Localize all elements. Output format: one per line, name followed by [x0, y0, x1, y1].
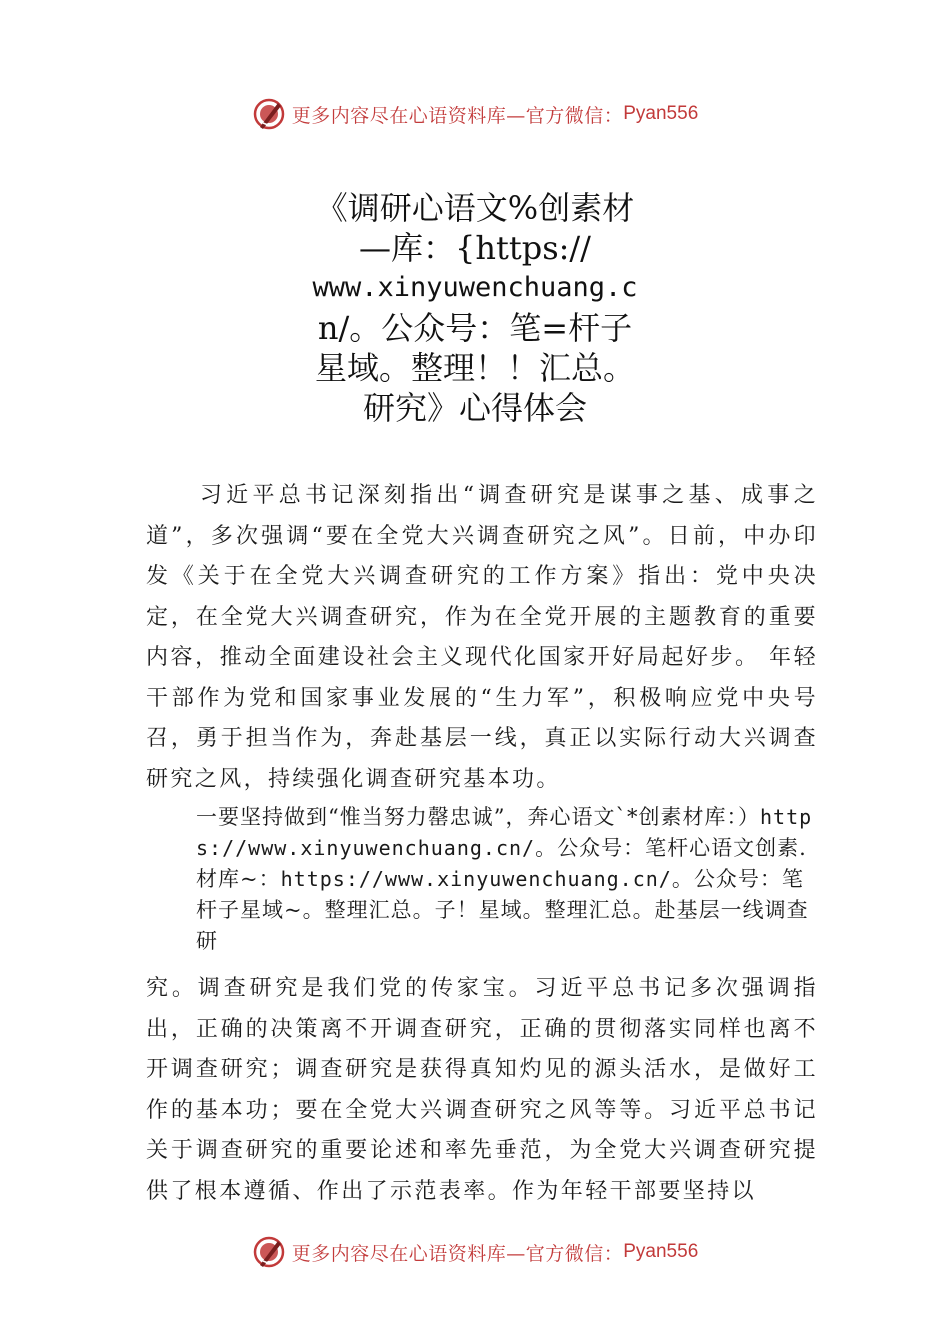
- banner-text: 更多内容尽在心语资料库—官方微信：: [291, 104, 624, 127]
- quill-seal-icon: [252, 97, 286, 131]
- paragraph-1: [146, 476, 818, 800]
- banner-text: 更多内容尽在心语资料库—官方微信：: [291, 1242, 624, 1265]
- footer-banner: [0, 1232, 950, 1272]
- header-banner: [0, 94, 950, 134]
- document-title: [280, 188, 670, 428]
- paragraph-2-url-2: https://www.xinyuwenchuang.cn/: [280, 867, 672, 891]
- paragraph-2-part-b: 。公众号：笔杆心语文创素.材库~：: [196, 836, 807, 891]
- banner-wechat-id: Pyan556: [623, 103, 699, 124]
- paragraph-2: [196, 802, 818, 957]
- title-line-1: 《调研心语文%创素材: [315, 189, 635, 227]
- title-line-5: 星域。整理！！汇总。: [314, 349, 635, 387]
- paragraph-3-text: 究。调查研究是我们党的传家宝。习近平总书记多次强调指出，正确的决策离不开调查研究，正确的贯彻落实同样也离不开调查研究；调查研究是获得真知灼见的源头活水，是做好工作的基本功；要在全党大兴调查研究之风等等。习近平总书记关于调查研究的重要论述和率先垂范，为全党大兴调查研究提供了根本遵循、作出了示范表率。作为年轻干部要坚持以: [146, 976, 818, 1204]
- paragraph-1-text: 习近平总书记深刻指出“调查研究是谋事之基、成事之道”，多次强调“要在全党大兴调查研究之风”。日前，中办印发《关于在全党大兴调查研究的工作方案》指出：党中央决定，在全党大兴调查研究，作为在全党开展的主题教育的重要内容，推动全面建设社会主义现代化国家开好局起好步。 年轻干部作为党和国家事业发展的“生力军”，积极响应党中央号召，勇于担当作为，奔赴基层一线，真正以实际行动大兴调查研究之风，持续强化调查研究基本功。: [146, 483, 818, 792]
- paragraph-2-url-1: https://www.xinyuwenchuang.cn/: [196, 805, 813, 860]
- title-line-4: n/。公众号：笔=杆子: [317, 309, 633, 347]
- paragraph-3: [146, 969, 818, 1212]
- title-line-3: www.xinyuwenchuang.c: [312, 272, 638, 303]
- banner-wechat-id: Pyan556: [623, 1241, 699, 1262]
- paragraph-2-part-a: 一要坚持做到“惟当努力罄忠诚”，奔心语文`*创素材库：）: [196, 805, 760, 829]
- title-line-6: 研究》心得体会: [362, 389, 587, 427]
- title-line-2: —库：{https://: [359, 229, 591, 267]
- quill-seal-icon: [252, 1235, 286, 1269]
- paragraph-2-part-c: 。公众号：笔杆子星域~。整理汇总。子！星域。整理汇总。赴基层一线调查研: [196, 867, 809, 953]
